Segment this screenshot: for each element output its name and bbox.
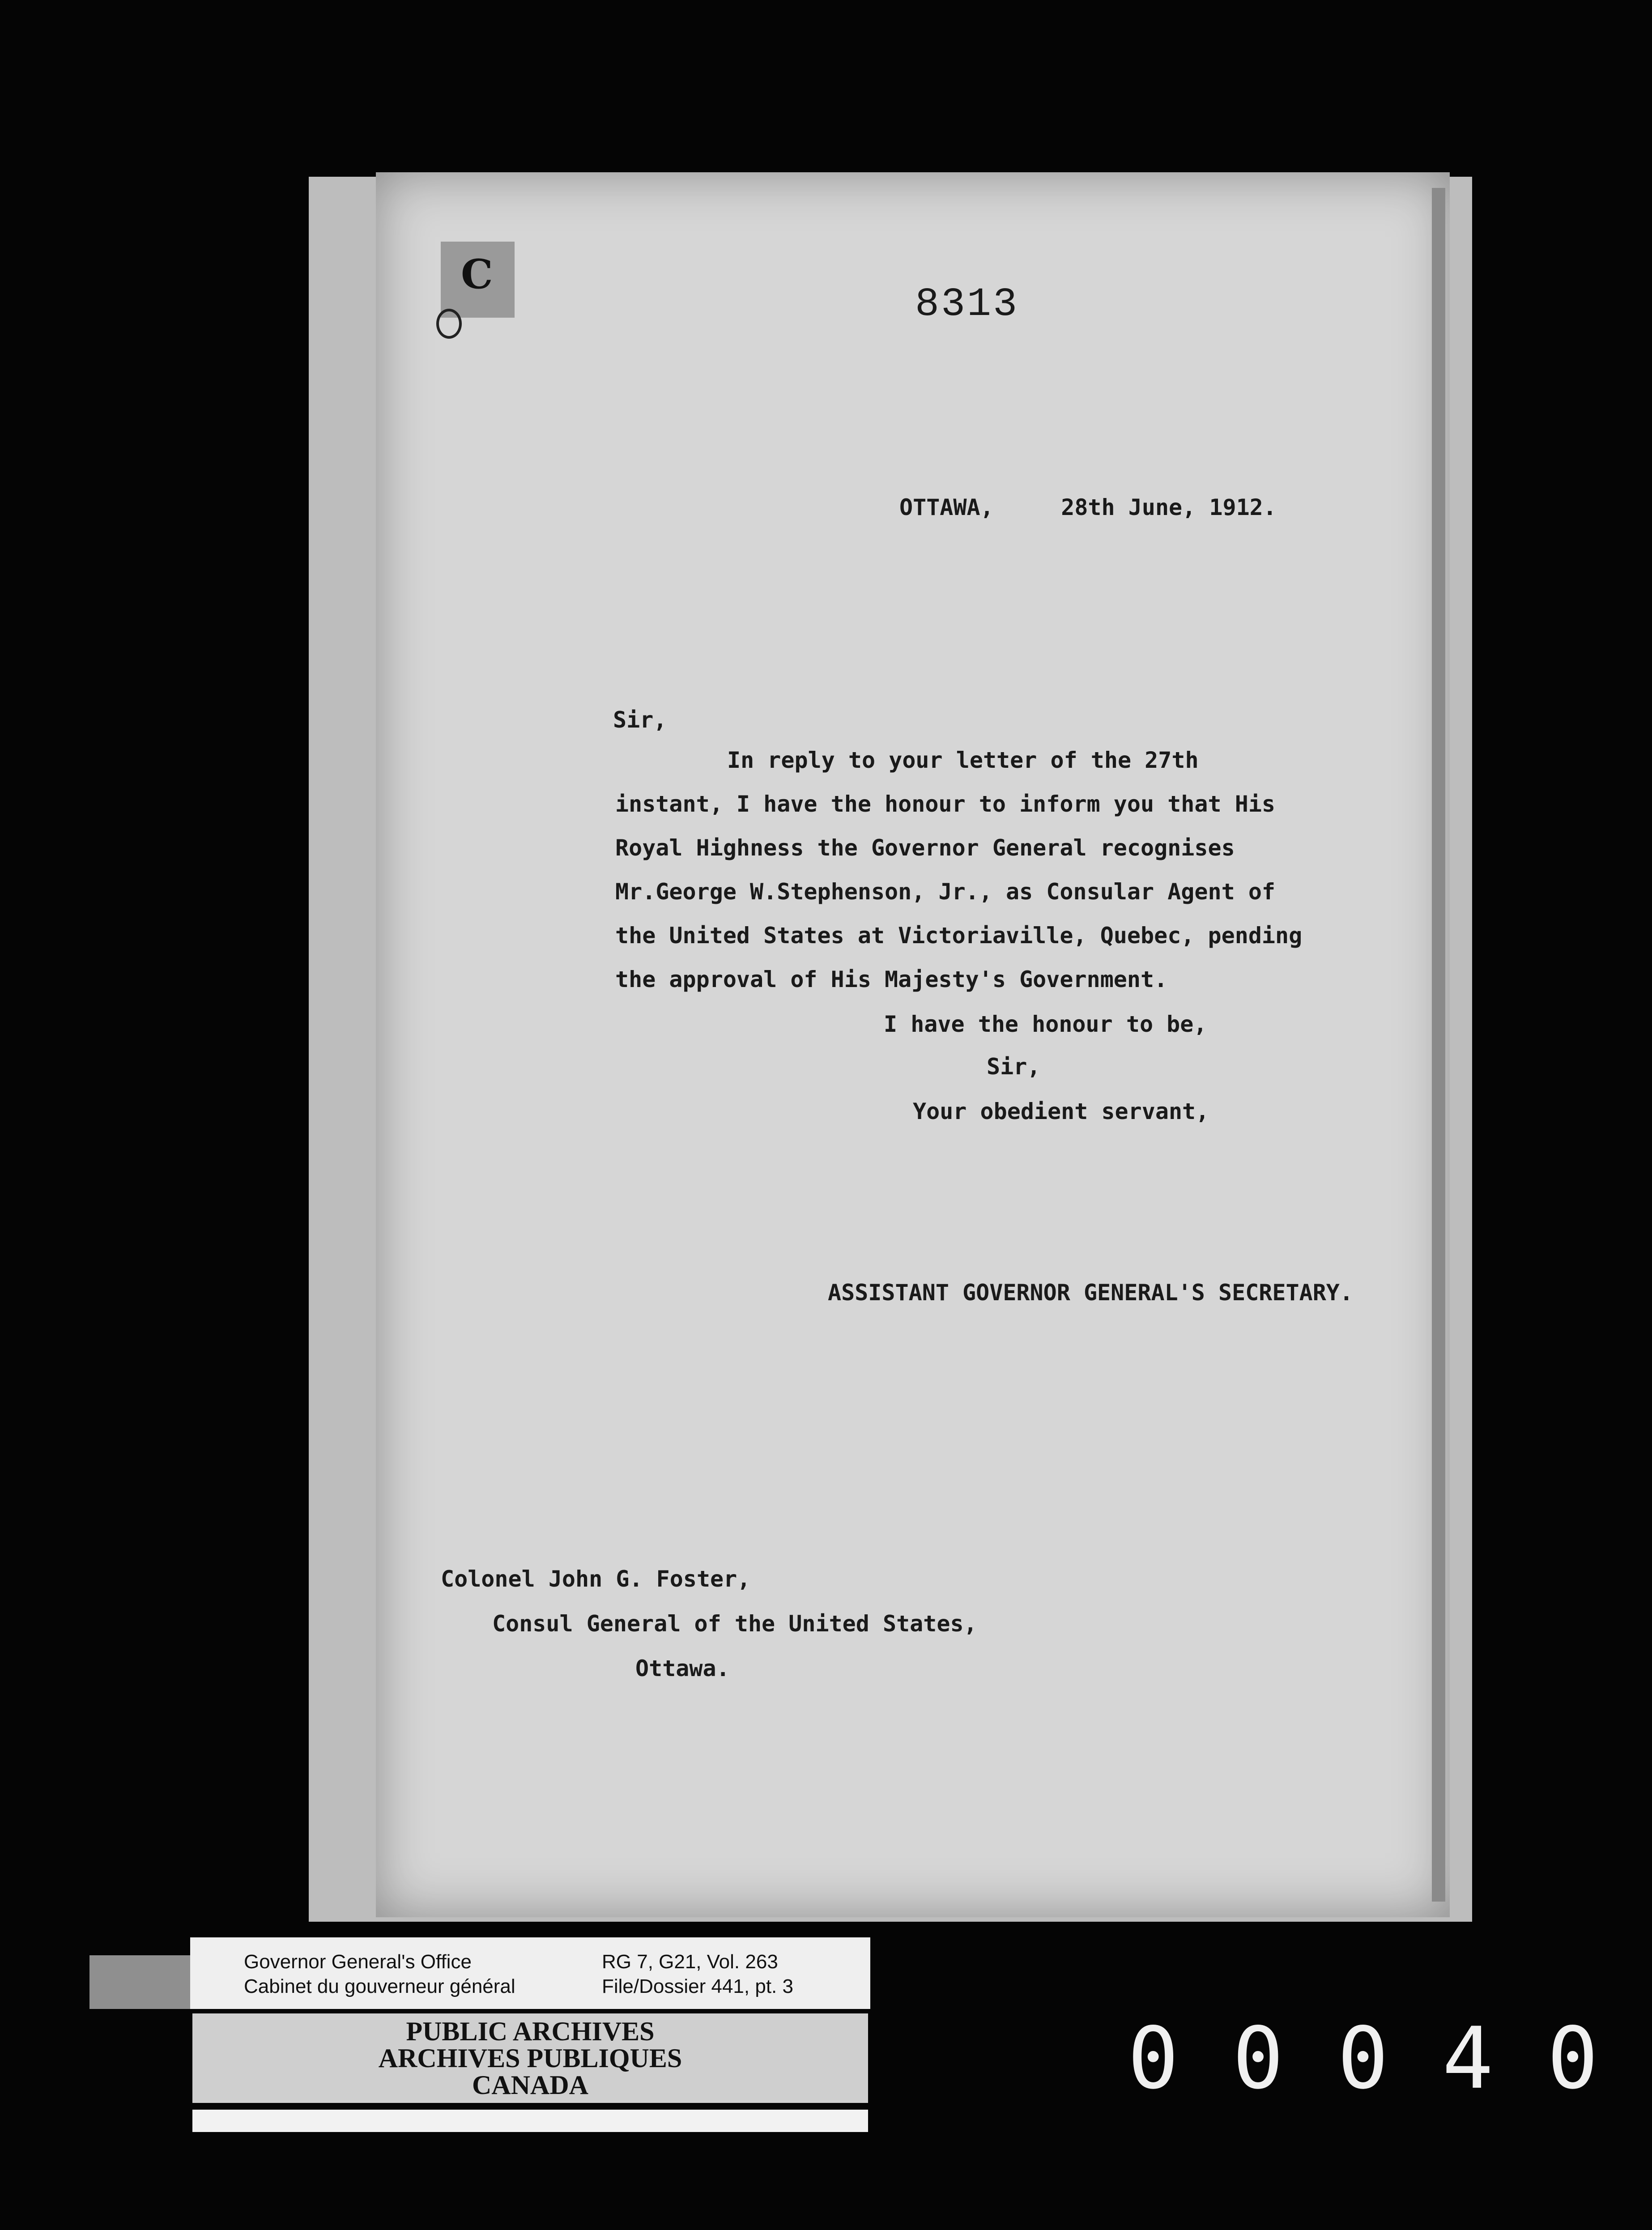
body-line: Royal Highness the Governor General recognises bbox=[615, 835, 1235, 861]
body-line: Mr.George W.Stephenson, Jr., as Consular Agent of bbox=[615, 879, 1276, 905]
corner-mark: C bbox=[461, 251, 493, 298]
public-archives-line: CANADA bbox=[472, 2070, 588, 2100]
place-date: OTTAWA, 28th June, 1912. bbox=[899, 494, 1277, 520]
public-archives-label bbox=[192, 2013, 868, 2103]
addressee-line: Colonel John G. Foster, bbox=[441, 1566, 751, 1592]
closing-line: Sir, bbox=[987, 1054, 1041, 1080]
addressee-line: Consul General of the United States, bbox=[492, 1611, 977, 1637]
body-line: the approval of His Majesty's Government. bbox=[615, 966, 1168, 992]
label-bar bbox=[192, 2110, 868, 2132]
corner-stamp bbox=[441, 242, 515, 318]
public-archives-line: ARCHIVES PUBLIQUES bbox=[378, 2043, 682, 2073]
body-line: instant, I have the honour to inform you that His bbox=[615, 791, 1276, 817]
file-number: 8313 bbox=[915, 282, 1019, 328]
office-french: Cabinet du gouverneur général bbox=[244, 1975, 515, 1997]
letter-sheet bbox=[376, 172, 1450, 1917]
closing-line: I have the honour to be, bbox=[884, 1011, 1207, 1037]
body-line: In reply to your letter of the 27th bbox=[727, 747, 1199, 773]
signature-title: ASSISTANT GOVERNOR GENERAL'S SECRETARY. bbox=[828, 1280, 1353, 1306]
sheet-edge bbox=[1432, 188, 1445, 1902]
archive-reference: RG 7, G21, Vol. 263 bbox=[602, 1951, 778, 1973]
office-english: Governor General's Office bbox=[244, 1951, 472, 1973]
closing-line: Your obedient servant, bbox=[913, 1098, 1209, 1124]
body-line: the United States at Victoriaville, Quebec, pending bbox=[615, 923, 1303, 949]
public-archives-line: PUBLIC ARCHIVES bbox=[406, 2017, 655, 2046]
salutation: Sir, bbox=[613, 707, 667, 733]
addressee-line: Ottawa. bbox=[635, 1655, 730, 1681]
circle-mark bbox=[436, 309, 462, 339]
archive-label bbox=[190, 1937, 870, 2009]
frame-number: 00040 bbox=[1128, 2009, 1652, 2108]
archive-file: File/Dossier 441, pt. 3 bbox=[602, 1975, 793, 1997]
